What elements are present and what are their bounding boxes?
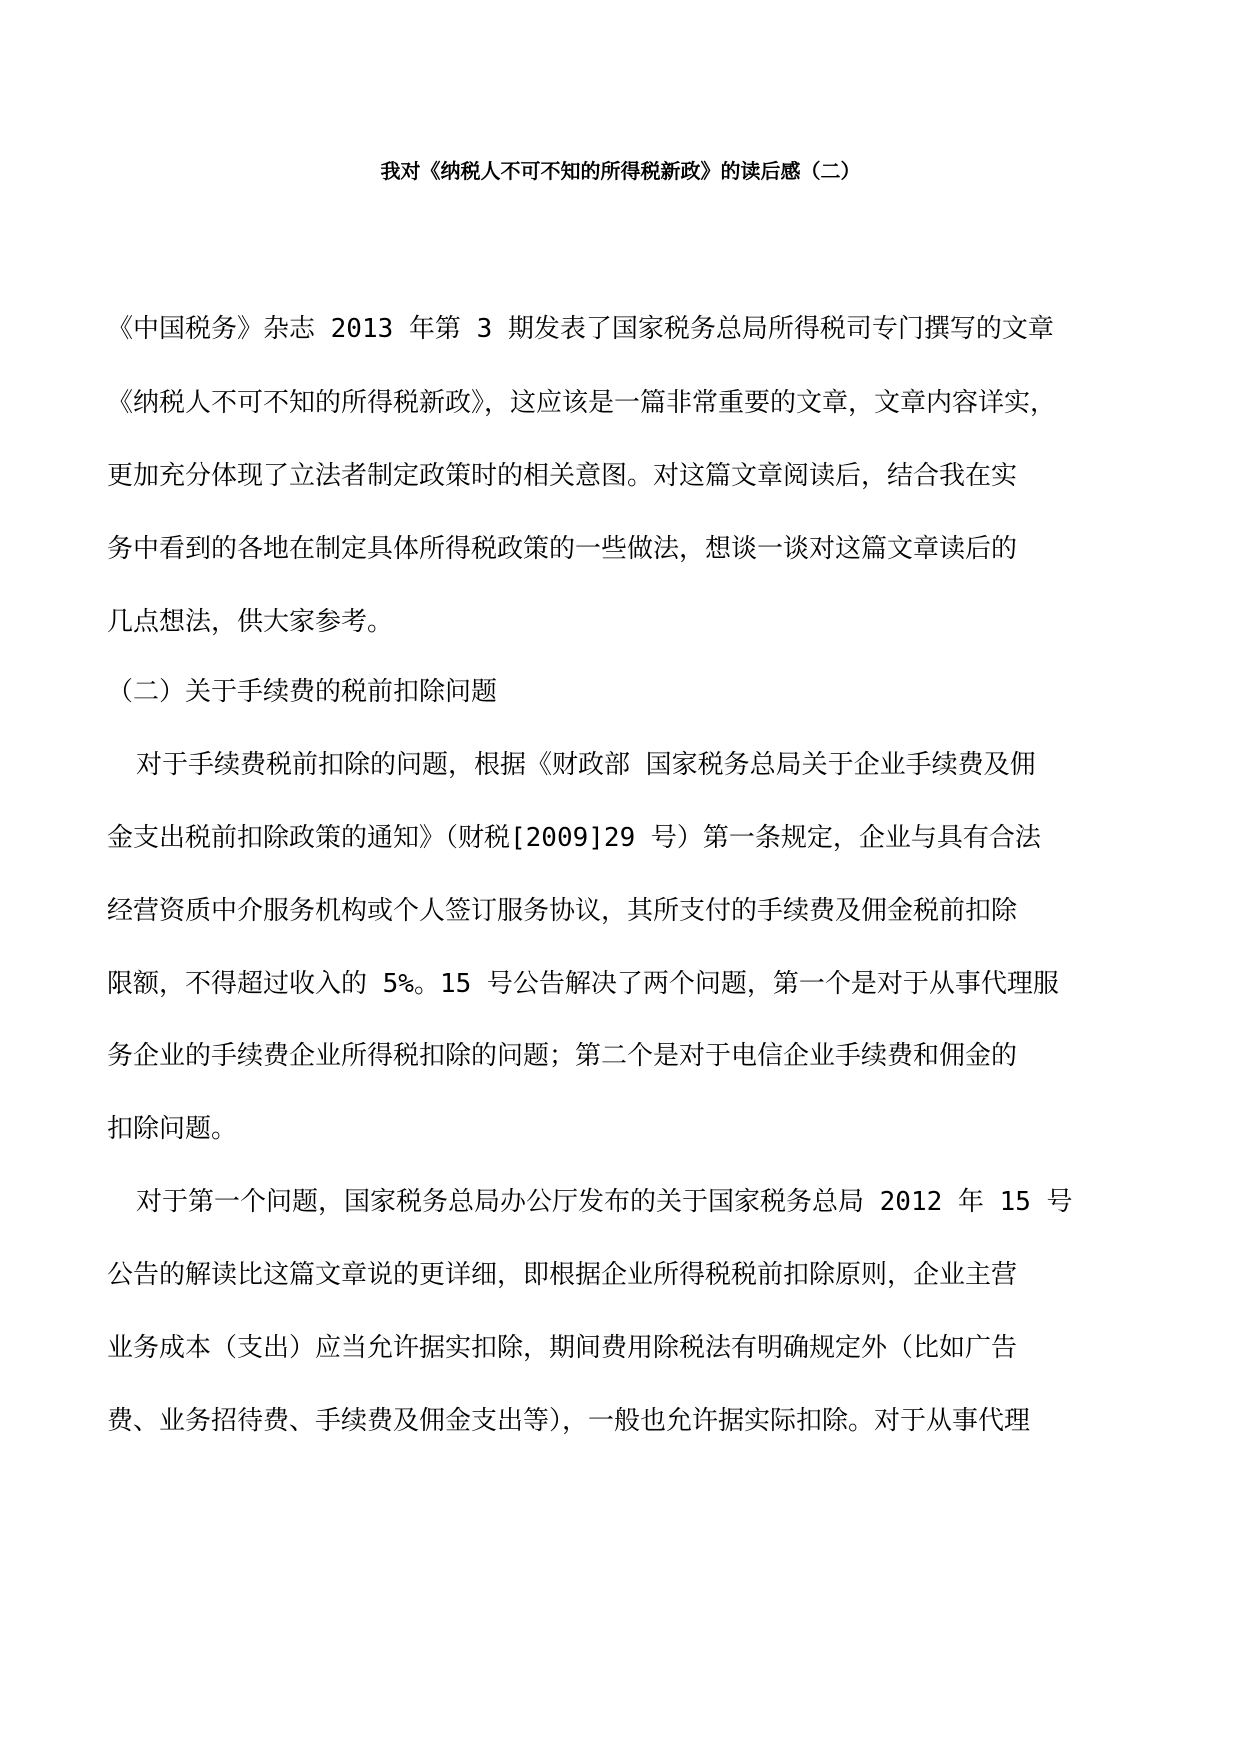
paragraph-line: 限额，不得超过收入的 5%。15 号公告解决了两个问题，第一个是对于从事代理服 — [107, 969, 1059, 999]
section-heading: （二）关于手续费的税前扣除问题 — [107, 677, 498, 707]
paragraph-line: 业务成本（支出）应当允许据实扣除，期间费用除税法有明确规定外（比如广告 — [107, 1333, 1018, 1363]
paragraph-line: 金支出税前扣除政策的通知》（财税[2009]29 号）第一条规定，企业与具有合法 — [107, 823, 1041, 853]
paragraph-line: 对于手续费税前扣除的问题，根据《财政部 国家税务总局关于企业手续费及佣 — [136, 750, 1036, 780]
paragraph-line: 务中看到的各地在制定具体所得税政策的一些做法，想谈一谈对这篇文章读后的 — [107, 534, 1018, 564]
paragraph-line: 对于第一个问题，国家税务总局办公厅发布的关于国家税务总局 2012 年 15 号 — [136, 1187, 1073, 1217]
paragraph-line: 扣除问题。 — [107, 1114, 238, 1144]
paragraph-line: 《纳税人不可不知的所得税新政》，这应该是一篇非常重要的文章，文章内容详实， — [107, 388, 1057, 418]
paragraph-line: 经营资质中介服务机构或个人签订服务协议，其所支付的手续费及佣金税前扣除 — [107, 896, 1018, 926]
document-title: 我对《纳税人不可不知的所得税新政》的读后感（二） — [380, 159, 861, 183]
paragraph-line: 《中国税务》杂志 2013 年第 3 期发表了国家税务总局所得税司专门撰写的文章 — [107, 314, 1054, 344]
paragraph-line: 几点想法，供大家参考。 — [107, 607, 394, 637]
paragraph-line: 更加充分体现了立法者制定政策时的相关意图。对这篇文章阅读后，结合我在实 — [107, 461, 1018, 491]
paragraph-line: 公告的解读比这篇文章说的更详细，即根据企业所得税税前扣除原则，企业主营 — [107, 1260, 1018, 1290]
paragraph-line: 费、业务招待费、手续费及佣金支出等），一般也允许据实际扣除。对于从事代理 — [107, 1406, 1031, 1436]
paragraph-line: 务企业的手续费企业所得税扣除的问题；第二个是对于电信企业手续费和佣金的 — [107, 1041, 1018, 1071]
